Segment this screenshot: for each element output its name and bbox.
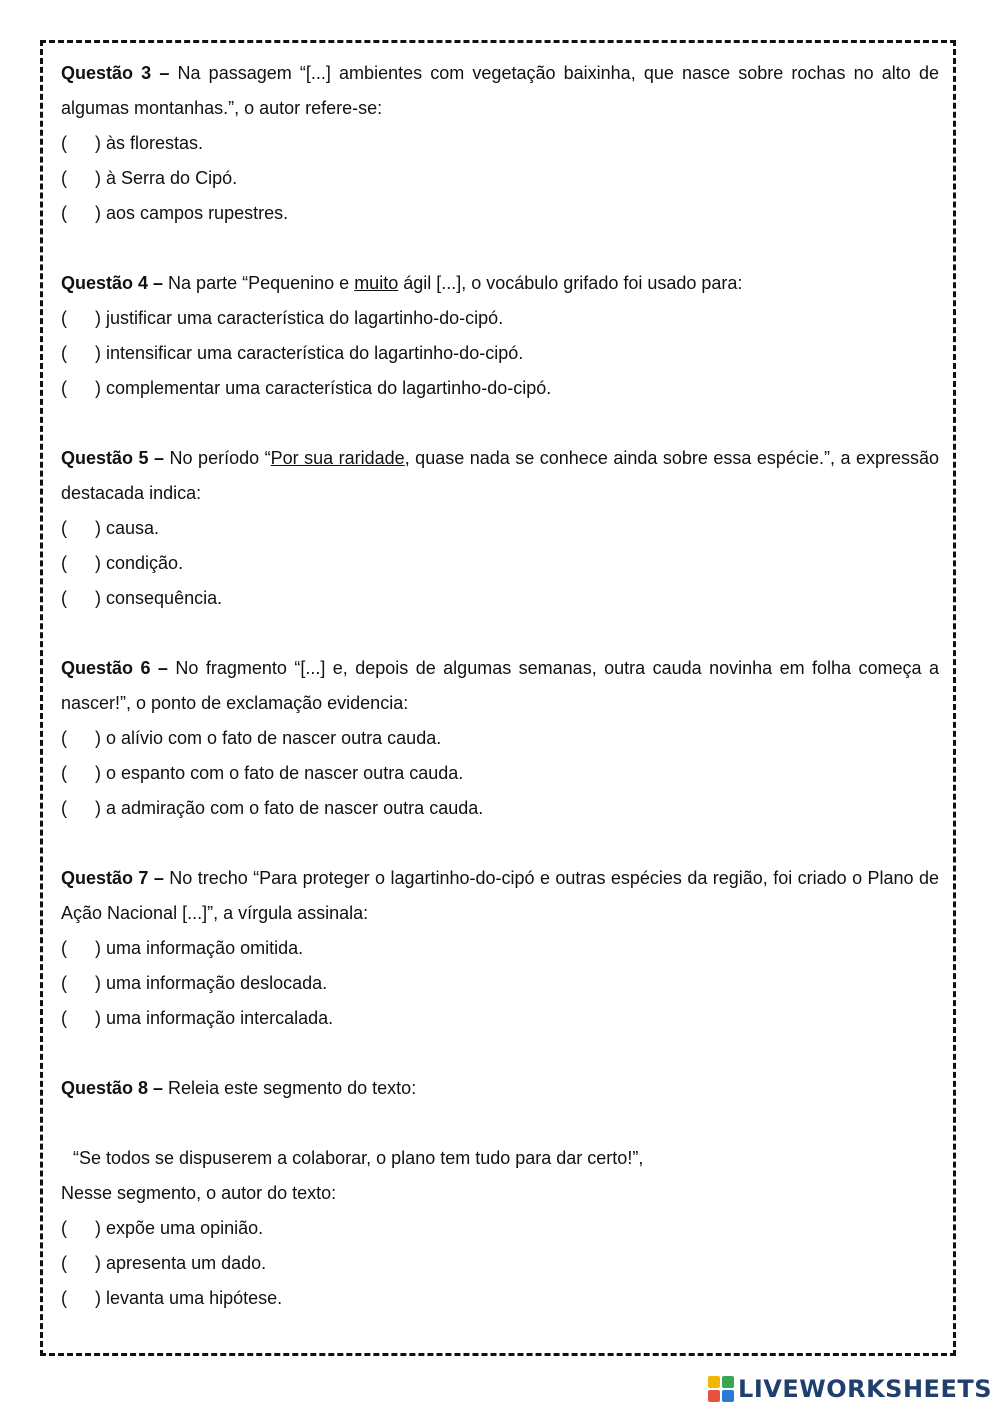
- question-5-option-a[interactable]: ( ) causa.: [61, 511, 939, 546]
- question-5-option-b[interactable]: ( ) condição.: [61, 546, 939, 581]
- question-3-text: Na passagem “[...] ambientes com vegetação baixinha, que nasce sobre rochas no alto de algumas montanhas.”, o autor refere-se:: [61, 63, 939, 118]
- option-text: intensificar uma característica do lagartinho-do-cipó.: [106, 343, 524, 363]
- option-text: consequência.: [106, 588, 223, 608]
- question-4-option-c[interactable]: ( ) complementar uma característica do lagartinho-do-cipó.: [61, 371, 939, 406]
- question-4-option-a[interactable]: ( ) justificar uma característica do lagartinho-do-cipó.: [61, 301, 939, 336]
- option-text: o espanto com o fato de nascer outra cauda.: [106, 763, 464, 783]
- liveworksheets-logo: [708, 1375, 992, 1403]
- question-6-option-b[interactable]: ( ) o espanto com o fato de nascer outra cauda.: [61, 756, 939, 791]
- option-text: às florestas.: [106, 133, 204, 153]
- question-8-option-b[interactable]: ( ) apresenta um dado.: [61, 1246, 939, 1281]
- option-text: uma informação intercalada.: [106, 1008, 334, 1028]
- question-6-option-c[interactable]: ( ) a admiração com o fato de nascer outra cauda.: [61, 791, 939, 826]
- question-3: [61, 56, 939, 231]
- option-text: a admiração com o fato de nascer outra cauda.: [106, 798, 484, 818]
- option-checkbox[interactable]: (: [61, 308, 67, 328]
- question-3-label: Questão 3 –: [61, 63, 170, 83]
- option-text: justificar uma característica do lagartinho-do-cipó.: [106, 308, 504, 328]
- option-checkbox[interactable]: (: [61, 1008, 67, 1028]
- option-checkbox[interactable]: (: [61, 168, 67, 188]
- underlined-word: muito: [354, 273, 399, 293]
- question-8: [61, 1071, 939, 1316]
- option-checkbox[interactable]: (: [61, 798, 67, 818]
- question-3-option-c[interactable]: ( ) aos campos rupestres.: [61, 196, 939, 231]
- question-6-stem: [61, 651, 939, 721]
- question-3-option-a[interactable]: ( ) às florestas.: [61, 126, 939, 161]
- question-6-label: Questão 6 –: [61, 658, 168, 678]
- question-6: [61, 651, 939, 826]
- question-3-option-b[interactable]: ( ) à Serra do Cipó.: [61, 161, 939, 196]
- option-checkbox[interactable]: (: [61, 728, 67, 748]
- option-checkbox[interactable]: (: [61, 378, 67, 398]
- option-text: apresenta um dado.: [106, 1253, 267, 1273]
- question-8-prompt: Nesse segmento, o autor do texto:: [61, 1183, 337, 1203]
- option-checkbox[interactable]: (: [61, 1253, 67, 1273]
- option-checkbox[interactable]: (: [61, 1218, 67, 1238]
- question-8-label: Questão 8 –: [61, 1078, 164, 1098]
- question-6-option-a[interactable]: ( ) o alívio com o fato de nascer outra cauda.: [61, 721, 939, 756]
- option-text: levanta uma hipótese.: [106, 1288, 283, 1308]
- question-7-option-b[interactable]: ( ) uma informação deslocada.: [61, 966, 939, 1001]
- question-8-text: Releia este segmento do texto:: [163, 1078, 417, 1098]
- question-7-option-a[interactable]: ( ) uma informação omitida.: [61, 931, 939, 966]
- option-checkbox[interactable]: (: [61, 553, 67, 573]
- option-text: causa.: [106, 518, 160, 538]
- liveworksheets-logo-icon: [708, 1376, 734, 1402]
- question-7-stem: [61, 861, 939, 931]
- option-checkbox[interactable]: (: [61, 518, 67, 538]
- question-5: [61, 441, 939, 616]
- underlined-expression: Por sua raridade: [270, 448, 405, 468]
- question-5-option-c[interactable]: ( ) consequência.: [61, 581, 939, 616]
- question-8-quote: “Se todos se dispuserem a colaborar, o plano tem tudo para dar certo!”,: [73, 1148, 644, 1168]
- question-6-text: No fragmento “[...] e, depois de algumas semanas, outra cauda novinha em folha começa a nascer!”, o ponto de exclamação evidencia:: [61, 658, 939, 713]
- question-4-stem: Questão 4 – Na parte “Pequenino e muito ágil [...], o vocábulo grifado foi usado para:: [61, 273, 743, 293]
- question-3-stem: [61, 56, 939, 126]
- worksheet-content: [61, 56, 939, 1316]
- option-checkbox[interactable]: (: [61, 763, 67, 783]
- option-text: condição.: [106, 553, 184, 573]
- question-5-stem: Questão 5 – No período “Por sua raridade, quase nada se conhece ainda sobre essa espécie.”, a expressão destacada indica:: [61, 448, 940, 503]
- question-4-label: Questão 4 –: [61, 273, 164, 293]
- question-7: [61, 861, 939, 1036]
- option-checkbox[interactable]: (: [61, 588, 67, 608]
- option-text: à Serra do Cipó.: [106, 168, 238, 188]
- option-text: expõe uma opinião.: [106, 1218, 264, 1238]
- question-4: [61, 266, 939, 406]
- question-7-text: No trecho “Para proteger o lagartinho-do-cipó e outras espécies da região, foi criado o Plano de Ação Nacional [...]”, a vírgula assinala:: [61, 868, 939, 923]
- option-text: aos campos rupestres.: [106, 203, 289, 223]
- option-text: complementar uma característica do lagartinho-do-cipó.: [106, 378, 552, 398]
- question-8-stem: [61, 1071, 939, 1106]
- option-checkbox[interactable]: (: [61, 343, 67, 363]
- option-text: uma informação omitida.: [106, 938, 304, 958]
- question-7-label: Questão 7 –: [61, 868, 164, 888]
- liveworksheets-logo-text: LIVEWORKSHEETS: [738, 1375, 992, 1403]
- option-checkbox[interactable]: (: [61, 133, 67, 153]
- option-checkbox[interactable]: (: [61, 973, 67, 993]
- question-5-label: Questão 5 –: [61, 448, 165, 468]
- question-8-option-a[interactable]: ( ) expõe uma opinião.: [61, 1211, 939, 1246]
- option-text: uma informação deslocada.: [106, 973, 328, 993]
- option-checkbox[interactable]: (: [61, 1288, 67, 1308]
- question-8-option-c[interactable]: ( ) levanta uma hipótese.: [61, 1281, 939, 1316]
- option-checkbox[interactable]: (: [61, 938, 67, 958]
- option-text: o alívio com o fato de nascer outra cauda.: [106, 728, 442, 748]
- question-7-option-c[interactable]: ( ) uma informação intercalada.: [61, 1001, 939, 1036]
- option-checkbox[interactable]: (: [61, 203, 67, 223]
- question-4-option-b[interactable]: ( ) intensificar uma característica do lagartinho-do-cipó.: [61, 336, 939, 371]
